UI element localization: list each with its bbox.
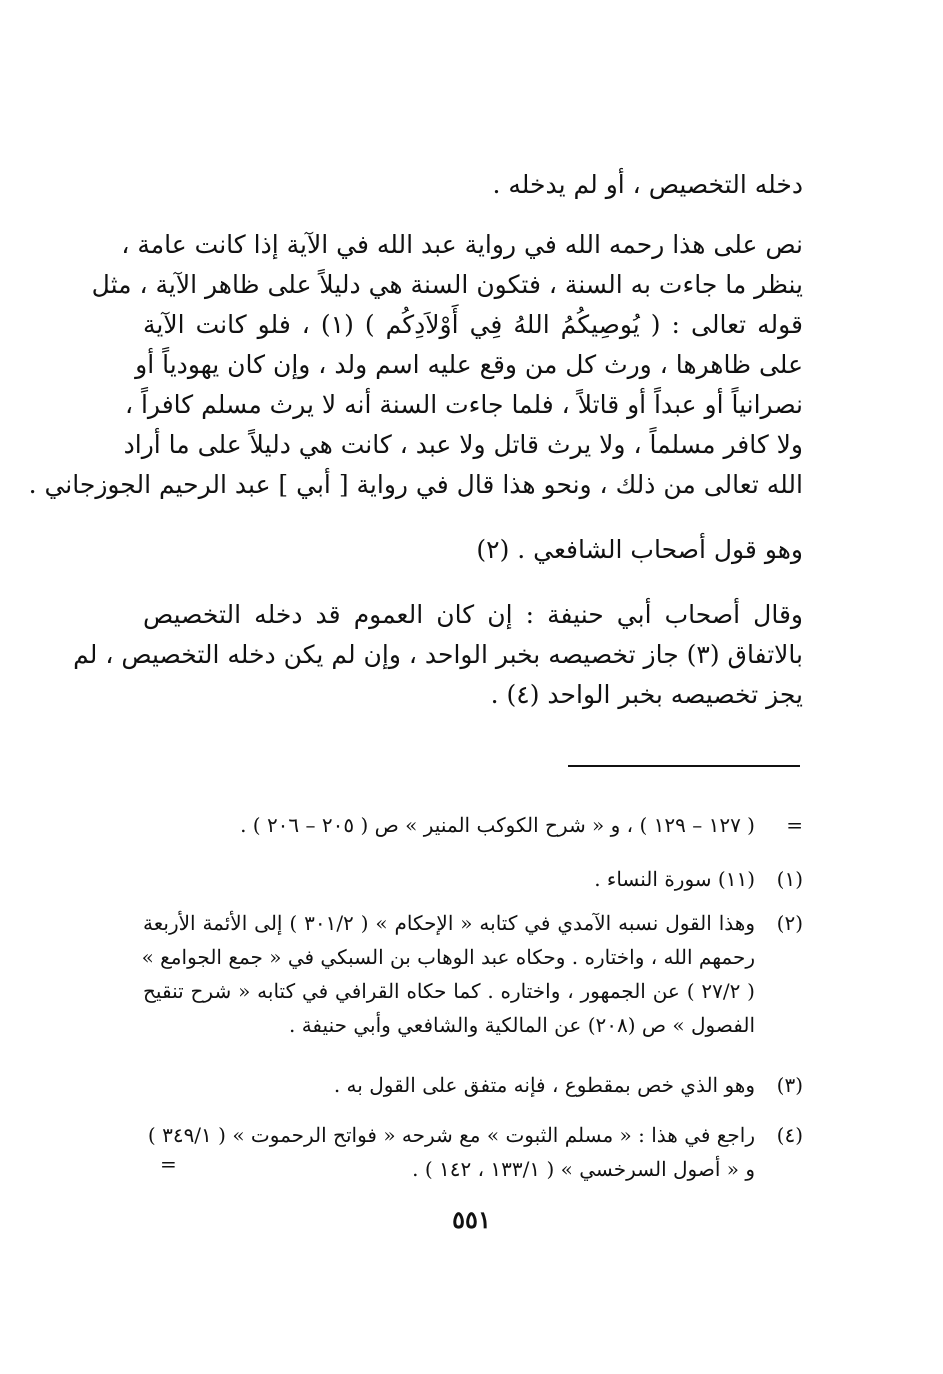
body-line-1: دخله التخصيص ، أو لم يدخله .	[492, 170, 803, 199]
body-line-3: ينظر ما جاءت به السنة ، فتكون السنة هي دليلاً على ظاهر الآية ، مثل	[91, 270, 803, 299]
footnote-separator	[568, 765, 800, 767]
footnote-continued-mark: =	[786, 813, 803, 837]
body-line-11: بالاتفاق (٣) جاز تخصيصه بخبر الواحد ، وإن لم يكن دخله التخصيص ، لم	[73, 640, 803, 669]
footnote-line: و « أصول السرخسي » ( ١٣٣/١ ، ١٤٢ ) .	[412, 1157, 755, 1181]
body-line-4: قوله تعالى : ( يُوصِيكُمُ اللهُ فِي أَوْلاَدِكُم ) (١) ، فلو كانت الآية	[143, 310, 803, 339]
footnote-4	[143, 1118, 803, 1186]
footnote-line: وهو الذي خص بمقطوع ، فإنه متفق على القول به .	[333, 1073, 755, 1097]
footnote-line: وهذا القول نسبه الآمدي في كتابه « الإحكام » ( ٣٠١/٢ ) إلى الأئمة الأربعة	[143, 911, 755, 935]
footnote-line: رحمهم الله ، واختاره . وحكاه عبد الوهاب بن السبكي في « جمع الجوامع »	[141, 945, 755, 969]
footnote-continued	[143, 808, 803, 842]
body-line-10: وقال أصحاب أبي حنيفة : إن كان العموم قد دخله التخصيص	[143, 600, 803, 629]
footnote-1	[143, 862, 803, 896]
footnote-number: (٣)	[776, 1073, 803, 1097]
body-line-8: الله تعالى من ذلك ، ونحو هذا قال في رواية [ أبي ] عبد الرحيم الجوزجاني .	[28, 470, 803, 499]
footnote-line: (١١) سورة النساء .	[594, 867, 755, 891]
footnote-number: (٤)	[776, 1123, 803, 1147]
body-line-9: وهو قول أصحاب الشافعي . (٢)	[476, 535, 803, 564]
body-line-5: على ظاهرها ، ورث كل من وقع عليه اسم ولد ، وإن كان يهودياً أو	[135, 350, 803, 379]
footnote-2	[143, 906, 803, 1042]
body-line-2: نص على هذا رحمه الله في رواية عبد الله في الآية إذا كانت عامة ،	[121, 230, 803, 259]
footnote-line: الفصول » ص (٢٠٨) عن المالكية والشافعي وأبي حنيفة .	[288, 1013, 755, 1037]
footnote-line: راجع في هذا : « مسلم الثبوت » مع شرحه « فواتح الرحموت » ( ٣٤٩/١ )	[147, 1123, 755, 1147]
footnote-3	[143, 1068, 803, 1102]
footnote-line: ( ٢٧/٢ ) عن الجمهور ، واختاره . كما حكاه القرافي في كتابه « شرح تنقيح	[143, 979, 755, 1003]
footnote-number: (٢)	[776, 911, 803, 935]
body-line-6: نصرانياً أو عبداً أو قاتلاً ، فلما جاءت السنة أنه لا يرث مسلم كافراً ،	[124, 390, 803, 419]
body-line-12: يجز تخصيصه بخبر الواحد (٤) .	[490, 680, 803, 709]
page-number: ٥٥١	[452, 1205, 491, 1234]
body-line-7: ولا كافر مسلماً ، ولا يرث قاتل ولا عبد ، كانت هي دليلاً على ما أراد	[123, 430, 803, 459]
footnote-continues-mark: =	[160, 1152, 177, 1176]
footnote-number: (١)	[776, 867, 803, 891]
footnote-continued-text: ( ١٢٧ – ١٢٩ ) ، و « شرح الكوكب المنير » ص ( ٢٠٥ – ٢٠٦ ) .	[240, 813, 755, 837]
